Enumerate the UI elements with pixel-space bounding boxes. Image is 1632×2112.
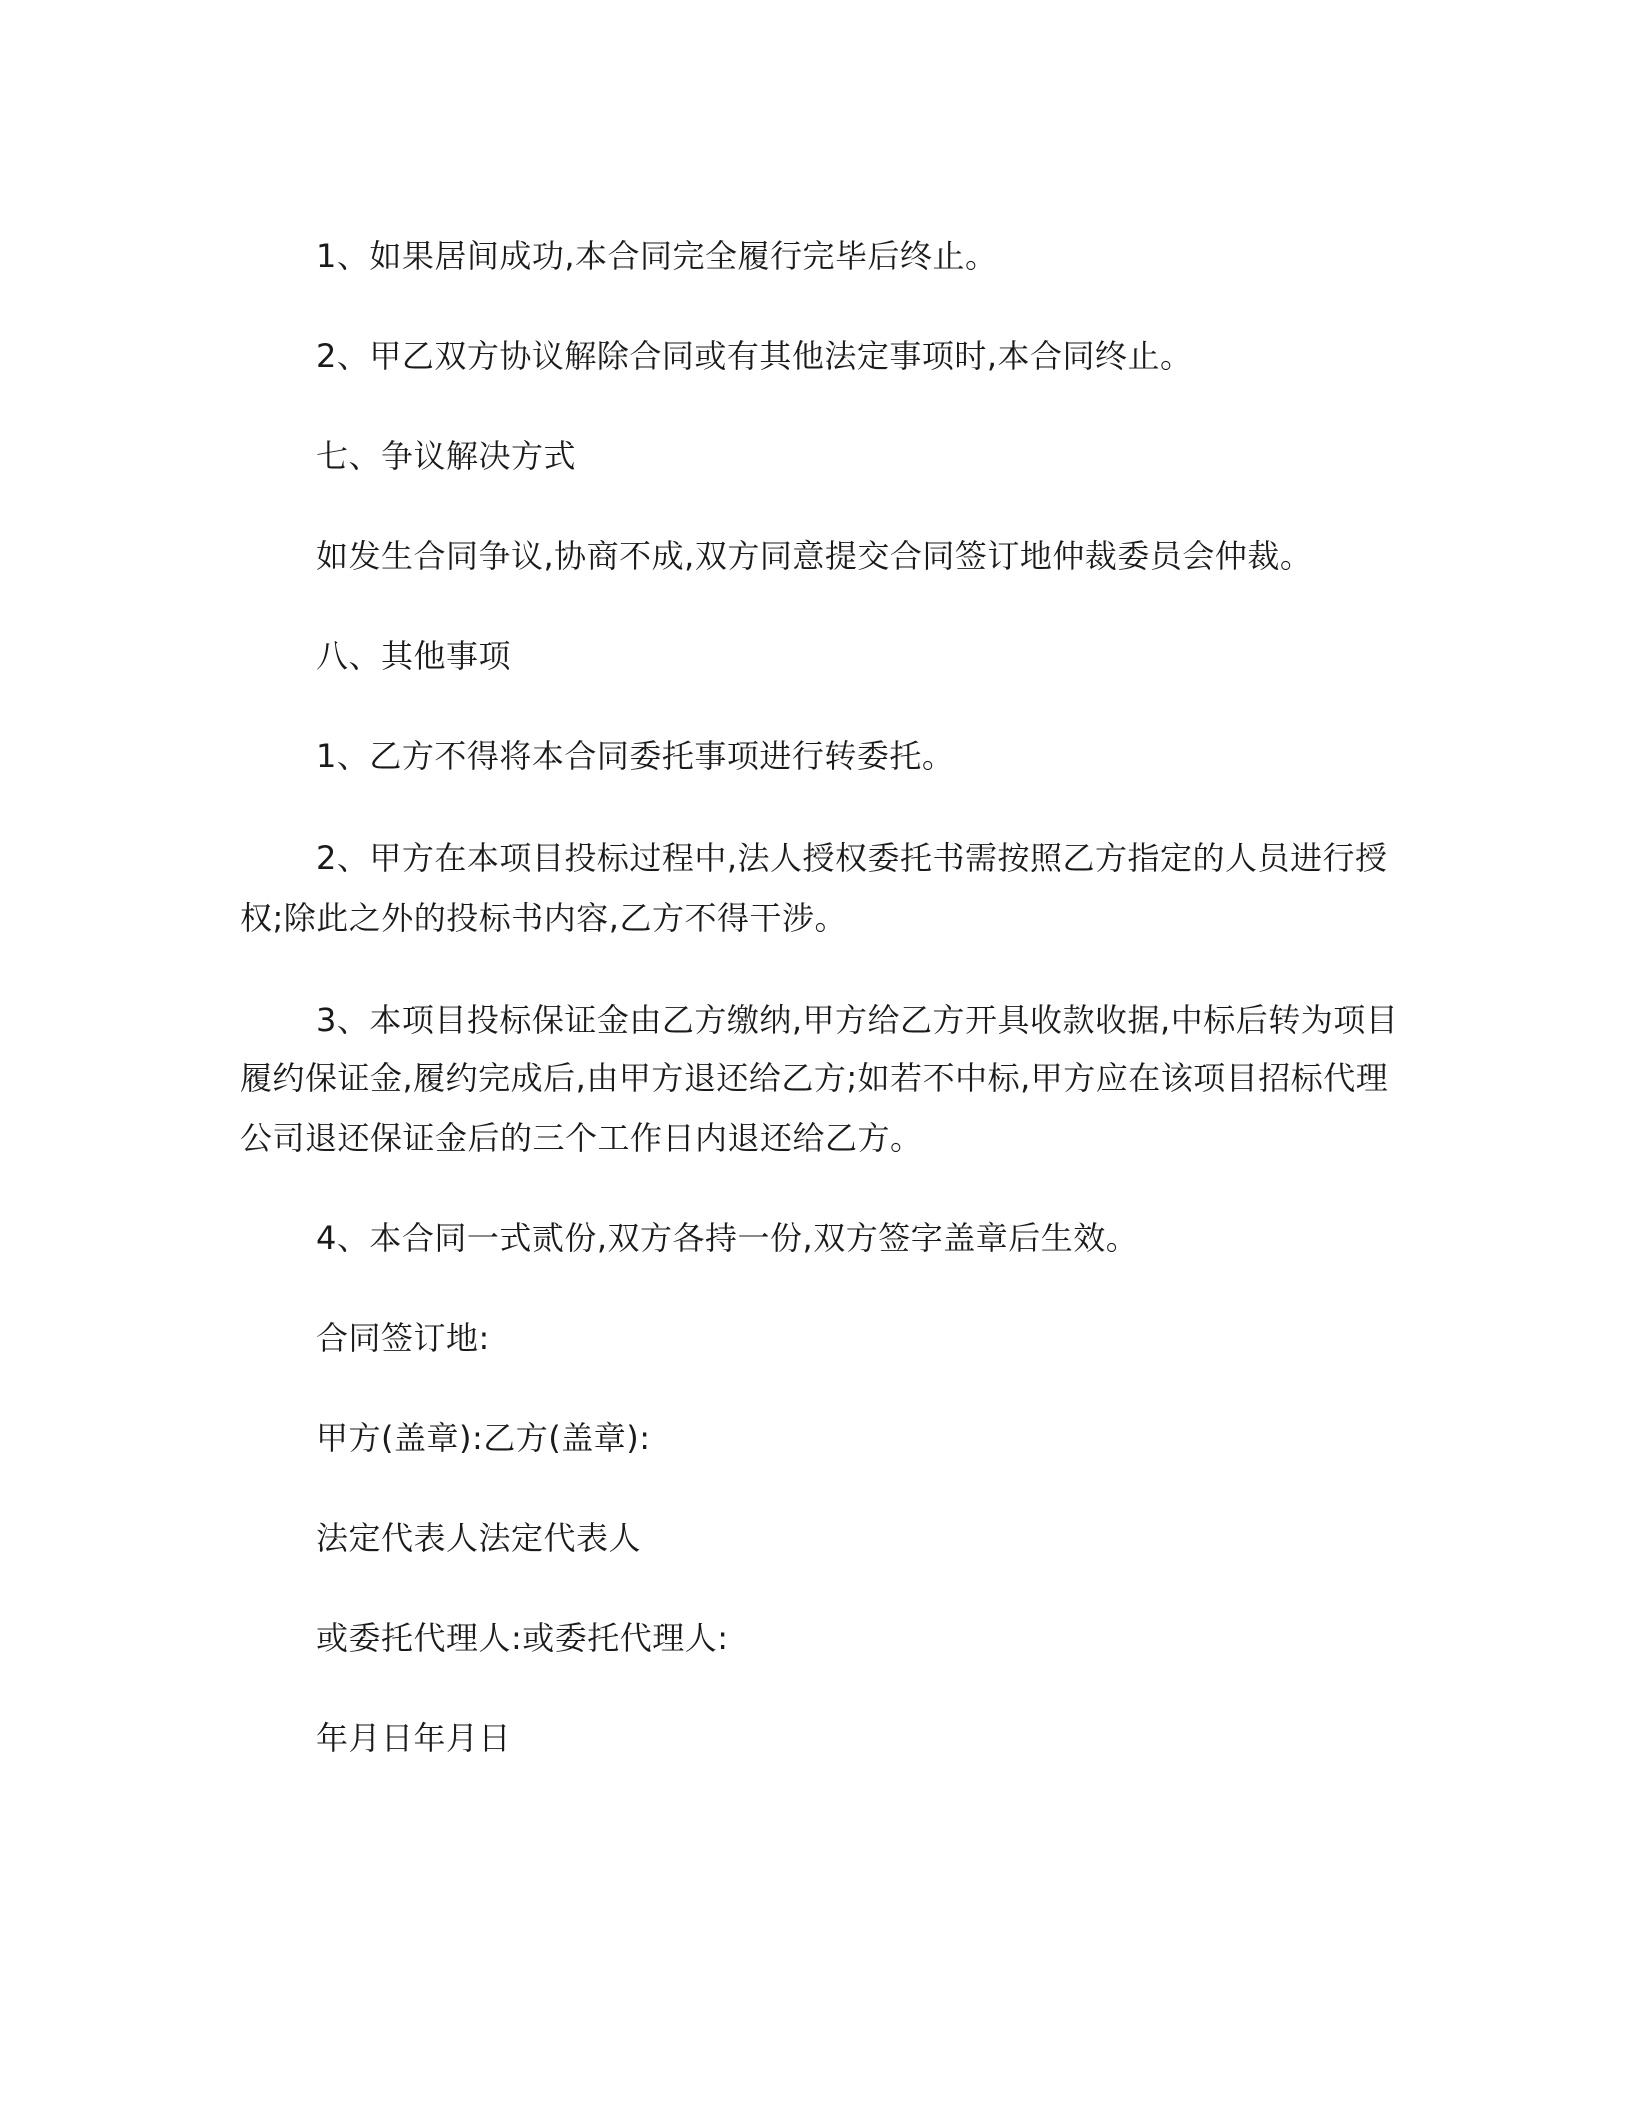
section-eight-item-3-line-2: 履约保证金,履约完成后,由甲方退还给乙方;如若不中标,甲方应在该项目招标代理 (240, 1059, 1389, 1097)
authorized-agents: 或委托代理人:或委托代理人: (316, 1619, 729, 1657)
section-eight-item-1: 1、乙方不得将本合同委托事项进行转委托。 (316, 737, 955, 775)
section-eight-item-4: 4、本合同一式贰份,双方各持一份,双方签字盖章后生效。 (316, 1219, 1139, 1257)
clause-termination-2: 2、甲乙双方协议解除合同或有其他法定事项时,本合同终止。 (316, 337, 1193, 375)
section-seven-heading: 七、争议解决方式 (316, 437, 577, 475)
signing-place: 合同签订地: (316, 1319, 490, 1357)
legal-representatives: 法定代表人法定代表人 (316, 1519, 642, 1557)
section-eight-item-2-line-2: 权;除此之外的投标书内容,乙方不得干涉。 (240, 899, 847, 937)
section-eight-item-2-line-1: 2、甲方在本项目投标过程中,法人授权委托书需按照乙方指定的人员进行授 (316, 839, 1388, 877)
signing-dates: 年月日年月日 (316, 1719, 512, 1757)
section-seven-body: 如发生合同争议,协商不成,双方同意提交合同签订地仲裁委员会仲裁。 (316, 537, 1313, 575)
section-eight-heading: 八、其他事项 (316, 637, 512, 675)
clause-termination-1: 1、如果居间成功,本合同完全履行完毕后终止。 (316, 237, 998, 275)
party-seals: 甲方(盖章):乙方(盖章): (316, 1419, 651, 1457)
section-eight-item-3-line-3: 公司退还保证金后的三个工作日内退还给乙方。 (240, 1119, 923, 1157)
section-eight-item-3-line-1: 3、本项目投标保证金由乙方缴纳,甲方给乙方开具收款收据,中标后转为项目 (316, 1001, 1399, 1039)
